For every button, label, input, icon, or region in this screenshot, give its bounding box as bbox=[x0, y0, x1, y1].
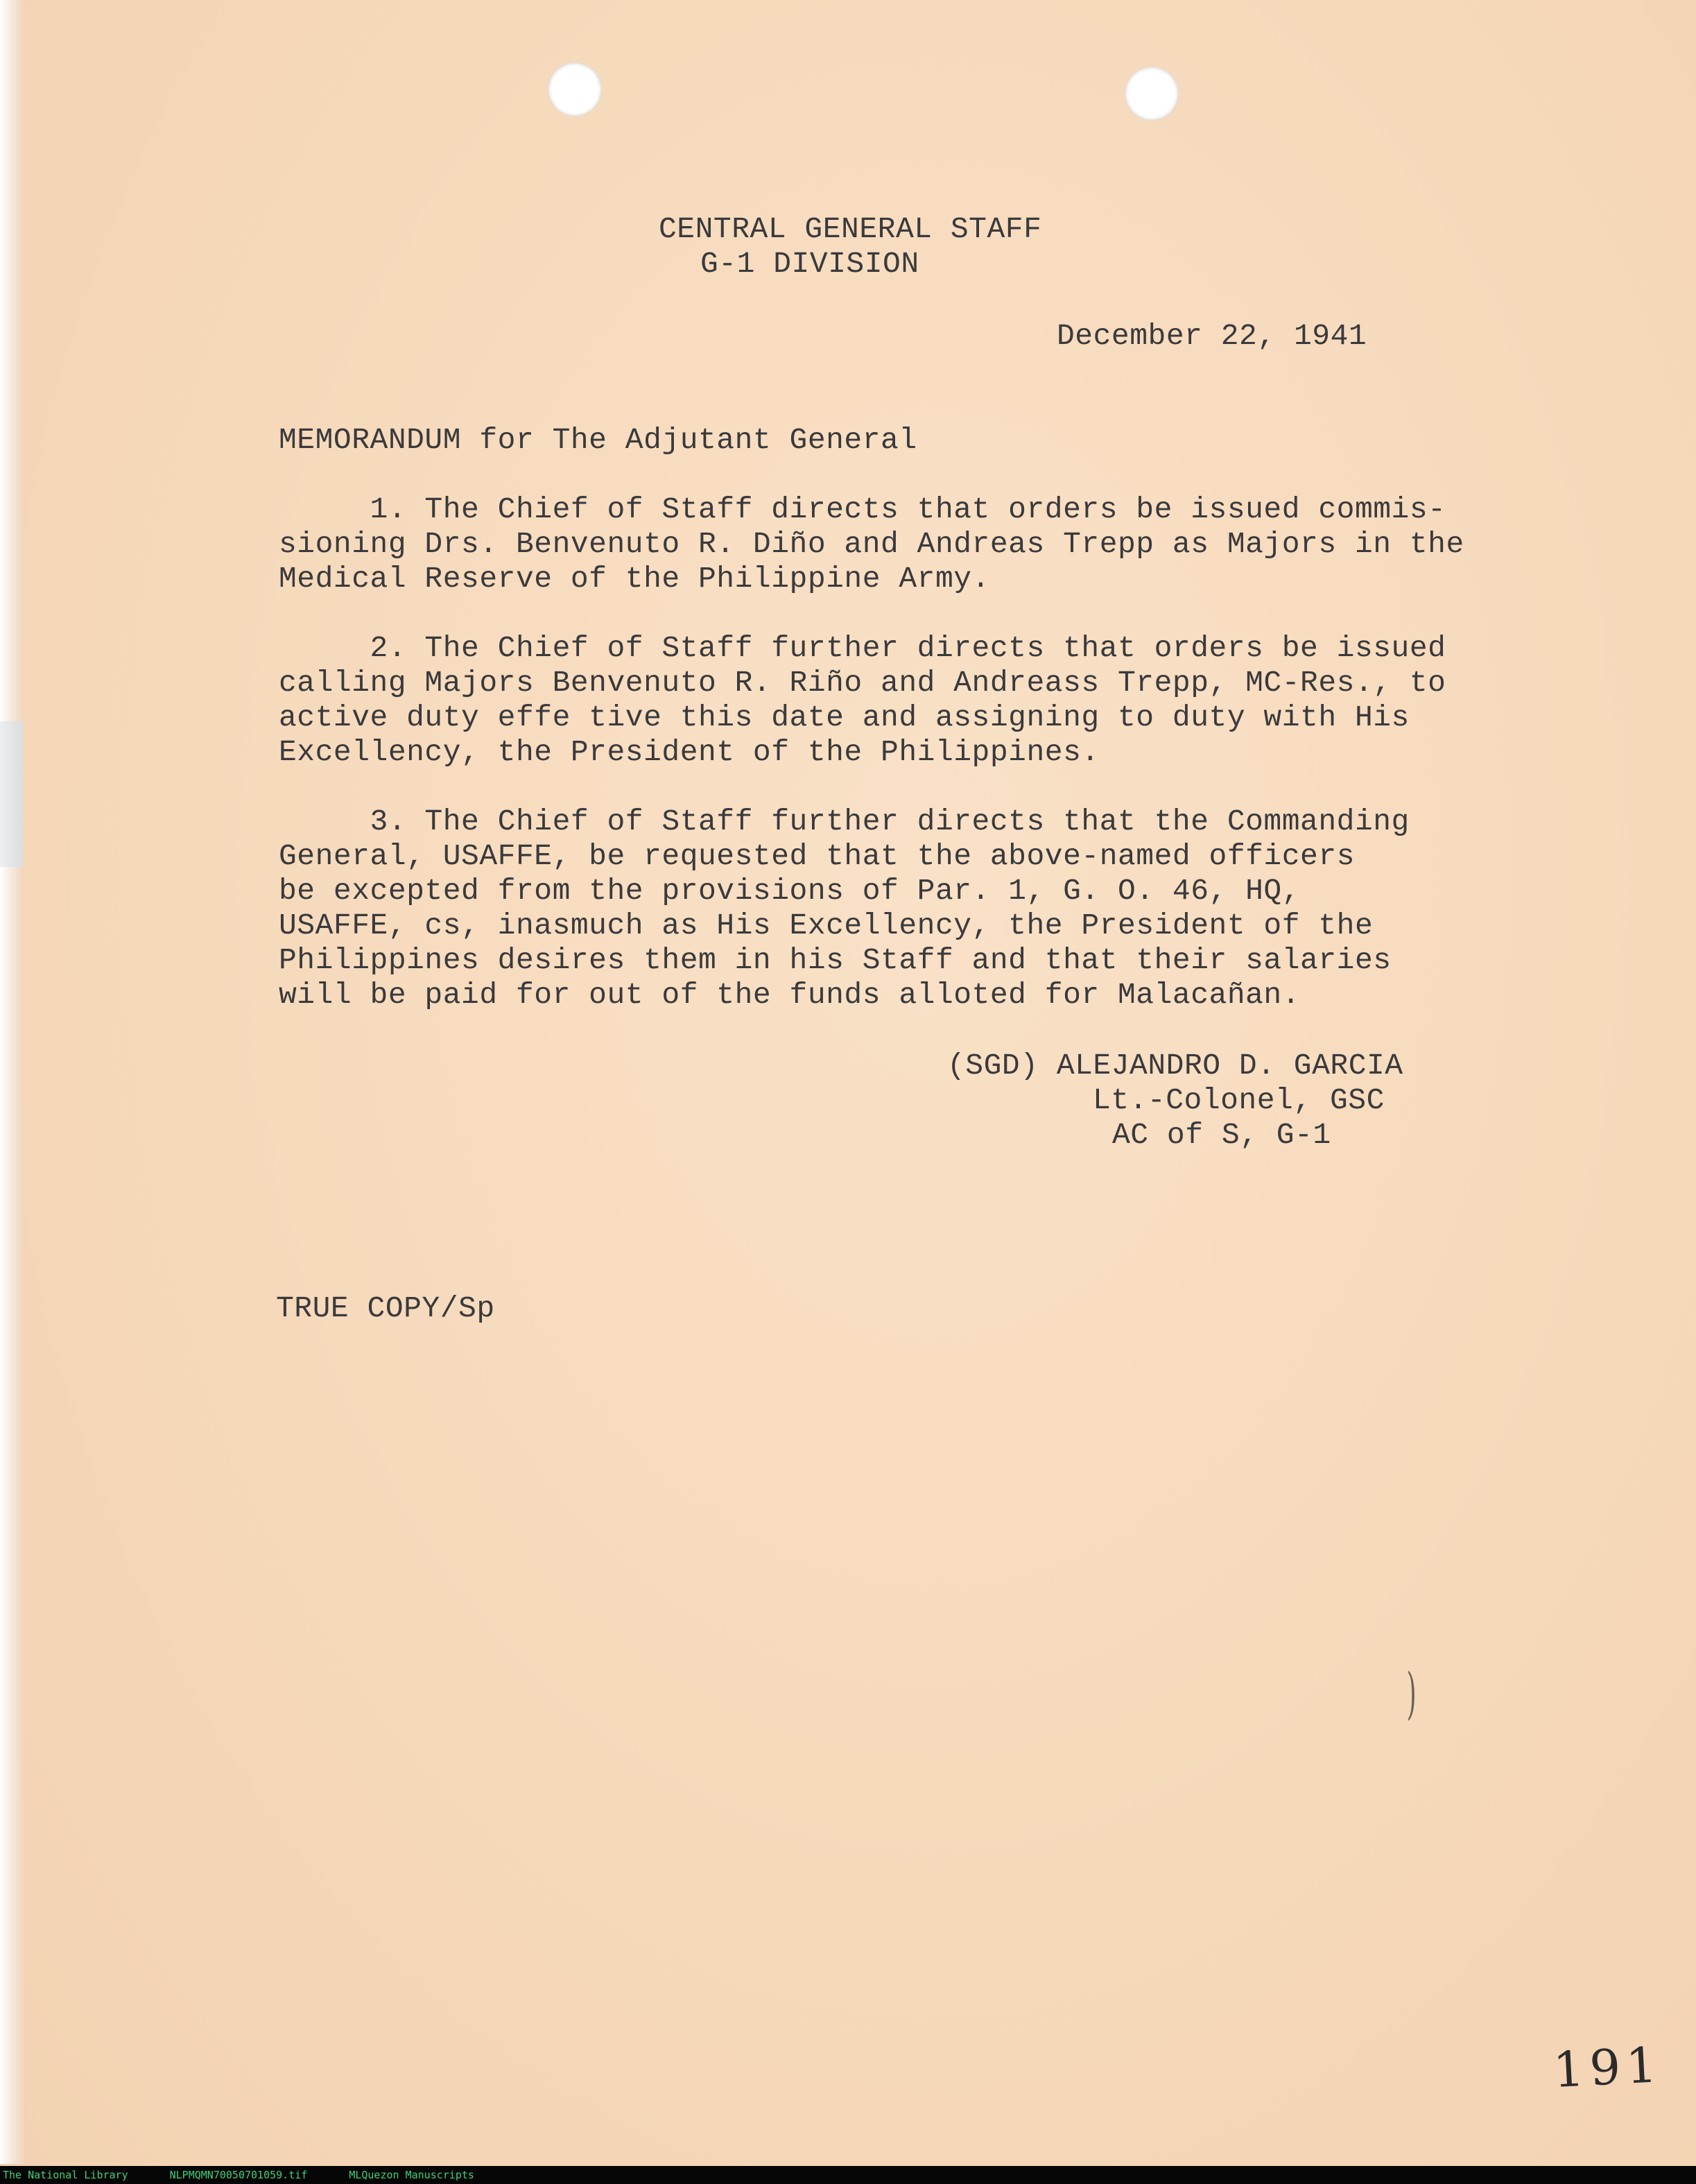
punch-hole-right bbox=[1125, 67, 1179, 121]
archive-footer bbox=[0, 2166, 1696, 2184]
letterhead-division: G-1 DIVISION bbox=[700, 247, 919, 281]
paragraph-2: 2. The Chief of Staff further directs that orders be issued calling Majors Benvenuto R. Riño and Andreass Trepp, MC-Res., to active duty effe tive this date and assigning to duty with His Excellency, the President of the Philippines. bbox=[279, 631, 1446, 769]
footer-collection: MLQuezon Manuscripts bbox=[349, 2169, 474, 2181]
signature-name: (SGD) ALEJANDRO D. GARCIA bbox=[947, 1049, 1403, 1083]
letterhead-office: CENTRAL GENERAL STAFF bbox=[659, 212, 1042, 246]
handwritten-page-number: 191 bbox=[1551, 2036, 1664, 2099]
signature-office: AC of S, G-1 bbox=[1112, 1118, 1331, 1152]
paper-left-edge bbox=[0, 0, 24, 2164]
footer-file: NLPMQMN70050701059.tif bbox=[169, 2169, 308, 2181]
handwritten-mark: ) bbox=[1406, 1661, 1417, 1726]
true-copy-note: TRUE COPY/Sp bbox=[276, 1291, 495, 1325]
memo-addressee: MEMORANDUM for The Adjutant General bbox=[279, 423, 917, 457]
footer-library: The National Library bbox=[3, 2169, 128, 2181]
signature-rank: Lt.-Colonel, GSC bbox=[1093, 1083, 1385, 1117]
paragraph-1: 1. The Chief of Staff directs that orders be issued commis- sioning Drs. Benvenuto R. Diño and Andreas Trepp as Majors in the Medical Reserve of the Philippine Army. bbox=[279, 492, 1464, 596]
paragraph-3: 3. The Chief of Staff further directs that the Commanding General, USAFFE, be requested that the above-named officers be excepted from the provisions of Par. 1, G. O. 46, HQ, USAFFE, cs, inasmuch as His Excellency, the President of the Philippines desires them in his Staff and that their salaries will be paid for out of the funds alloted for Malacañan. bbox=[279, 805, 1410, 1012]
punch-hole-left bbox=[548, 62, 602, 117]
tape-strip bbox=[0, 721, 24, 867]
memo-date: December 22, 1941 bbox=[1057, 319, 1367, 353]
